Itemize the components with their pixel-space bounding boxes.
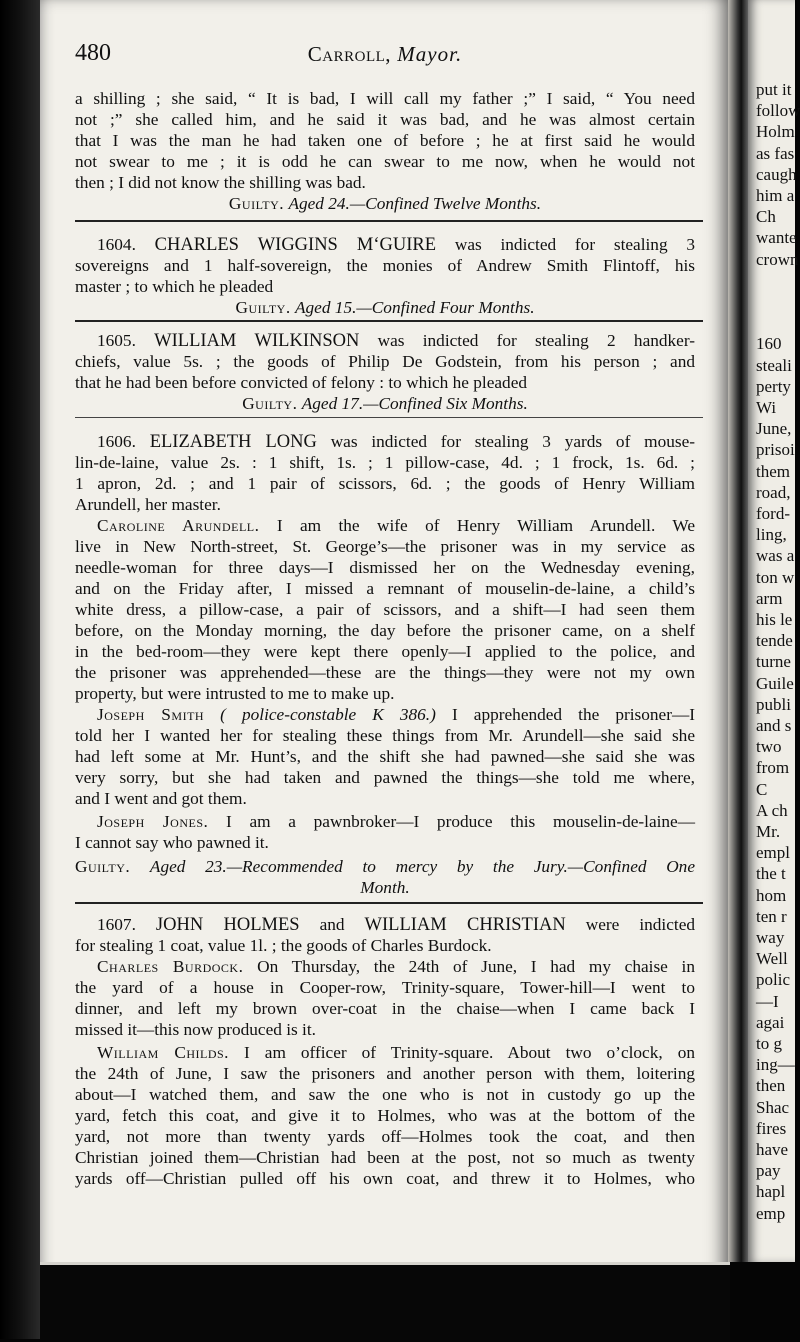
case-1605-line: that he had been before convicted of felony : to which he pleaded [75,373,528,392]
defendant-name: ELIZABETH LONG [149,432,317,452]
case-divider [75,902,703,904]
facing-page-line: put it [756,80,792,99]
testimony-line [75,515,695,536]
facing-page-line: to g [756,1034,782,1053]
defendant-name: CHARLES WIGGINS M‘GUIRE [154,235,437,255]
facing-page-line: crown [756,249,799,269]
testimony-line: very sorry, but she had taken and pawned the things—she told me where, [75,768,695,787]
facing-page-line: and s [756,716,792,735]
facing-page [748,0,800,1262]
indictment-text: was indicted for stealing 2 handker- [377,331,695,350]
facing-page-line: prisoi [756,440,795,460]
facing-page-line: tende [756,631,793,651]
testimony-line: and on the Friday after, I missed a remnant of mouselin-de-laine, a child’s [75,579,695,598]
prev-case-line: a shilling ; she said, “ It is bad, I will call my father ;” I said, “ You need [75,89,695,108]
conjunction: and [319,915,345,934]
facing-page-line: hapl [756,1182,786,1202]
case-divider [75,320,703,322]
testimony-text: On Thursday, the 24th of June, I had my chaise in [257,957,695,976]
facing-page-line: two [756,737,782,757]
case-1606-heading [75,431,695,453]
indictment-text: were indicted [585,915,695,934]
case-number: 1606. [97,432,136,451]
case-number: 1605. [97,331,136,350]
testimony-line: white dress, a pillow-case, a pair of scissors, and a shift—I had seen them [75,600,695,619]
facing-page-line: arm [756,588,783,608]
facing-page-line: then [756,1076,786,1096]
facing-page-line: hom [756,885,787,905]
testimony-line [75,1042,695,1063]
case-1607-line: for stealing 1 coat, value 1l. ; the goods of Charles Burdock. [75,936,492,955]
testimony-line: the yard of a house in Cooper-row, Trinity-square, Tower-hill—I went to [75,978,695,997]
prev-case-line: not swear to me ; it is odd he can swear to me now, when he would not [75,152,695,171]
sentence-text: Aged 23.—Recommended to mercy by the Jury.—Confined One [149,857,695,876]
case-number: 1604. [97,235,136,254]
case-1605-verdict [75,393,695,414]
facing-page-line: his le [756,610,793,629]
facing-page-line: follow [756,101,800,121]
facing-page-line: agai [756,1012,785,1032]
facing-page-line: Mr. [756,822,781,841]
testimony-line: yard, fetch this coat, and give it to Holmes, who was at the bottom of the [75,1106,695,1125]
case-1606-line: Arundell, her master. [75,495,221,514]
testimony-line: had left some at Mr. Hunt’s, and the shift she had pawned—she said she was [75,747,695,766]
testimony-line: property, but were intrusted to me to make up. [75,684,395,703]
testimony-line [75,956,695,977]
testimony-line: missed it—this now produced is it. [75,1020,316,1039]
facing-page-line: caugh [756,164,797,184]
testimony-line: dinner, and left my brown over-coat in the chaise—when I came back I [75,999,695,1018]
testimony-text: I apprehended the prisoner—I [451,705,695,724]
facing-page-line: was a [756,546,795,566]
facing-page-line: steali [756,355,792,375]
testimony-line: and I went and got them. [75,789,247,808]
facing-page-line: publi [756,694,791,714]
verdict-label: Guilty. [235,298,291,317]
facing-page-line: Shac [756,1097,790,1117]
witness-name: Joseph Jones. [97,812,209,831]
witness-role: ( police-constable K 386.) [220,705,436,724]
facing-page-line: the t [756,864,786,884]
facing-page-line: Holm [756,122,795,142]
facing-page-line: Wi [756,398,777,417]
defendant-name: WILLIAM CHRISTIAN [364,915,566,935]
facing-page-line: as fas [756,143,795,163]
facing-page-line: ton w [756,567,795,587]
facing-page-line: emp [756,1203,786,1223]
sentence-text: Aged 24.—Confined Twelve Months. [288,194,542,213]
indictment-text: was indicted for stealing 3 yards of mouse- [330,432,695,451]
facing-page-line: him a [756,186,795,205]
testimony-line [75,811,695,832]
facing-page-line: road, [756,482,791,502]
facing-page-line: perty [756,376,791,396]
case-1606-verdict [75,856,695,877]
case-1604-line: sovereigns and 1 half-sovereign, the monies of Andrew Smith Flintoff, his [75,256,695,275]
testimony-line: needle-woman for three days—I dismissed her on the Wednesday evening, [75,558,695,577]
facing-page-line: Ch [756,207,776,227]
case-1605-line: chiefs, value 5s. ; the goods of Philip De Godstein, from his person ; and [75,352,695,371]
facing-page-line: ing— [756,1055,795,1075]
book-binding-edge [0,0,40,1339]
case-number: 1607. [97,915,136,934]
book-gutter [728,0,750,1262]
facing-page-line: from [756,758,790,778]
facing-page-line: —I [756,991,779,1011]
facing-page-line: Guile [756,673,794,693]
facing-page-line: empl [756,843,790,863]
verdict-label: Guilty. [75,857,131,876]
defendant-name: JOHN HOLMES [155,915,300,935]
case-1604-heading [75,234,695,256]
testimony-line: yard, not more than twenty yards off—Holmes took the coat, and then [75,1127,695,1146]
indictment-text: was indicted for stealing 3 [454,235,695,254]
prev-case-verdict [75,193,695,214]
witness-name: William Childs. [97,1043,229,1062]
prev-case-line: not ;” she called him, and he said it was bad, and he was almost certain [75,110,695,129]
facing-page-line: fires [756,1118,787,1138]
testimony-text: I am officer of Trinity-square. About two o’clock, on [244,1043,695,1062]
facing-page-line: turne [756,652,791,672]
testimony-line: in the bed-room—they were kept there openly—I applied to the police, and [75,642,695,661]
prev-case-line: then ; I did not know the shilling was bad. [75,173,366,192]
testimony-line [75,704,695,725]
sentence-text: Aged 17.—Confined Six Months. [301,394,528,413]
witness-name: Charles Burdock. [97,957,244,976]
facing-page-line: have [756,1140,789,1159]
facing-page-line: ford- [756,504,790,523]
case-divider [75,417,703,418]
facing-page-line: pay [756,1161,781,1181]
case-divider [75,220,703,222]
witness-name: Joseph Smith [97,705,205,724]
prev-case-line: that I was the man he had taken one of before ; he at first said he would [75,131,695,150]
facing-page-line: wante [756,228,797,248]
facing-page-line: ten r [756,906,787,926]
facing-page-line: 160 [756,334,782,354]
testimony-line: told her I wanted her for stealing these things from Mr. Arundell—she said she [75,726,695,745]
verdict-label: Guilty. [228,194,285,213]
case-1606-line: 1 apron, 2d. ; and 1 pair of scissors, 6d. ; the goods of Henry William [75,474,695,493]
facing-page-line: them [756,461,790,481]
case-1606-line: lin-de-laine, value 2s. : 1 shift, 1s. ; 1 pillow-case, 4d. ; 1 frock, 1s. 6d. ; [75,453,695,472]
facing-page-line: C [756,779,768,799]
sentence-text: Aged 15.—Confined Four Months. [294,298,535,317]
running-title-office: Mayor. [397,42,463,66]
case-1605-heading [75,330,695,352]
testimony-line: the 24th of June, I saw the prisoners and another person with them, loitering [75,1064,695,1083]
testimony-line: yards off—Christian pulled off his own coat, and threw it to Holmes, who [75,1169,695,1188]
verdict-label: Guilty. [242,394,298,413]
facing-page-line: Well [756,949,788,969]
page-bottom-shadow [40,1262,730,1342]
page-header [75,40,695,70]
running-title-name: Carroll, [307,42,392,66]
facing-page-line: way [756,928,785,947]
case-1604-verdict [75,297,695,318]
facing-page-line: ling, [756,525,787,545]
testimony-line: Christian joined them—Christian had been at the post, not so much as twenty [75,1148,695,1167]
defendant-name: WILLIAM WILKINSON [154,331,360,351]
testimony-text: I am a pawnbroker—I produce this mouselin-de-laine— [226,812,696,831]
testimony-text: I am the wife of Henry William Arundell. We [276,516,695,535]
running-title [75,42,695,67]
page-number: 480 [75,40,111,66]
testimony-line: live in New North-street, St. George’s—the prisoner was in my service as [75,537,695,556]
sentence-continuation: Month. [360,878,410,897]
facing-page-line: June, [756,419,792,439]
testimony-line: I cannot say who pawned it. [75,833,269,852]
case-1604-line: master ; to which he pleaded [75,277,274,296]
testimony-line: the prisoner was apprehended—these are the things—they were not my own [75,663,695,682]
witness-name: Caroline Arundell. [97,516,260,535]
testimony-line: before, on the Monday morning, the day before the prisoner came, on a shelf [75,621,695,640]
testimony-line: about—I watched them, and saw the one who is not in custody go up the [75,1085,695,1104]
facing-page-line: A ch [756,800,788,820]
case-1607-heading [75,914,695,936]
facing-page-line: polic [756,970,790,990]
